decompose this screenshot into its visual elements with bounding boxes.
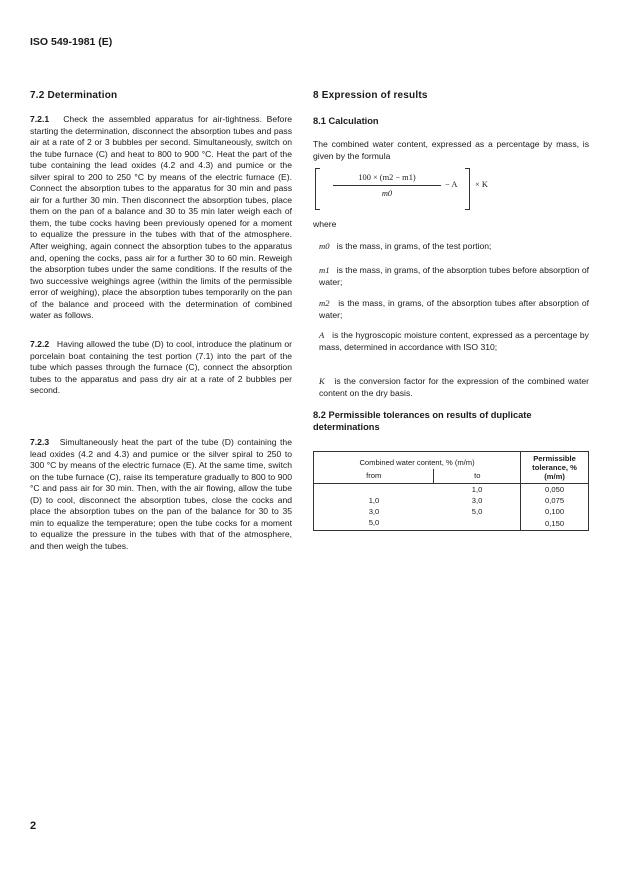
cell-tolerance: 0,100 bbox=[521, 506, 589, 517]
table-row bbox=[314, 495, 589, 506]
header-to: to bbox=[434, 469, 521, 484]
definition-text: is the conversion factor for the expression of the combined water content on the dry basis. bbox=[319, 376, 589, 398]
cell-from bbox=[314, 484, 434, 496]
definition-m0 bbox=[319, 241, 589, 253]
formula bbox=[315, 168, 535, 210]
symbol: m1 bbox=[319, 265, 330, 275]
cell-to: 5,0 bbox=[471, 507, 483, 516]
subsection-heading-8-1: 8.1 Calculation bbox=[313, 116, 379, 126]
formula-denominator: m0 bbox=[381, 189, 393, 198]
definition-text: is the mass, in grams, of the test portion; bbox=[336, 241, 492, 251]
table-row bbox=[314, 484, 589, 496]
cell-tolerance: 0,050 bbox=[521, 484, 589, 496]
formula-times-k: × K bbox=[475, 180, 488, 189]
cell-to: 3,0 bbox=[471, 496, 483, 505]
subsection-heading-8-2: 8.2 Permissible tolerances on results of duplicate determinations bbox=[313, 410, 532, 432]
cell-from: 3,0 bbox=[368, 507, 380, 516]
left-bracket bbox=[315, 168, 320, 210]
formula-minus-a: − A bbox=[445, 180, 458, 189]
header-tolerance: Permissible tolerance, % (m/m) bbox=[521, 452, 589, 484]
paragraph-7-2-3 bbox=[30, 437, 292, 552]
paragraph-text: Having allowed the tube (D) to cool, introduce the platinum or porcelain boat containing the test portion (7.1) into the part of the tube which passes through the furnace (C), connect the absorption tubes to the apparatus and pass dry air at a rate of 2 bubbles per second. bbox=[30, 339, 292, 396]
page-number: 2 bbox=[30, 820, 37, 832]
symbol: m2 bbox=[319, 298, 330, 308]
table-row bbox=[314, 517, 589, 531]
definition-m2 bbox=[319, 298, 589, 321]
cell-from: 5,0 bbox=[368, 518, 380, 527]
cell-to bbox=[434, 517, 521, 531]
symbol: A bbox=[319, 330, 325, 340]
paragraph-text: Check the assembled apparatus for air-tightness. Before starting the determination, disconnect the absorption tubes and pass air at a rate of 2 or 3 bubbles per second. Simultaneously, switch on the tube furnace (C) and heat to 800 to 900 °C. Heat the part of the tube containing the lead oxides (4.2 and 4.3) and pumice or the silver spiral to 200 to 250 °C by means of the electric furnace (E). Connect the absorption tubes to the apparatus for 30 min and pass air for a further 30 min. Then disconnect the absorption tubes, place them on the pan of a balance and 30 to 35 min later weigh each of them, the tube cocks having been previously opened for a moment to equalize the pressure in the tubes with that of the atmosphere. After weighing, again connect the absorption tubes to the apparatus and, opening the cocks, pass air for a further 30 to 60 min. Reweigh the absorption tubes under the same conditions. If the results of the two successive weighings agree (within the limits of the permissible error of weighing), place the absorption tubes temporarily on the pan of the balance and proceed with the determination of combined water as follows. bbox=[30, 114, 292, 321]
right-bracket bbox=[465, 168, 470, 210]
cell-tolerance: 0,075 bbox=[521, 495, 589, 506]
definition-text: is the mass, in grams, of the absorption tubes after absorption of water; bbox=[319, 298, 589, 320]
definition-text: is the mass, in grams, of the absorption tubes before absorption of water; bbox=[319, 265, 589, 287]
header-from: from bbox=[366, 471, 382, 481]
definition-text: is the hygroscopic moisture content, expressed as a percentage by mass, determined in accordance with ISO 310; bbox=[319, 330, 589, 352]
table-row bbox=[314, 506, 589, 517]
document-header: ISO 549-1981 (E) bbox=[30, 36, 113, 48]
table-header-row bbox=[314, 452, 589, 469]
definition-m1 bbox=[319, 265, 589, 288]
definition-a bbox=[319, 330, 589, 353]
calculation-intro: The combined water content, expressed as a percentage by mass, is given by the formula bbox=[313, 139, 589, 161]
cell-tolerance: 0,150 bbox=[521, 517, 589, 531]
paragraph-7-2-1 bbox=[30, 114, 292, 322]
fraction-bar bbox=[333, 185, 441, 186]
cell-from: 1,0 bbox=[368, 496, 380, 505]
clause-number: 7.2.2 bbox=[30, 339, 50, 349]
cell-to: 1,0 bbox=[471, 485, 483, 494]
clause-number: 7.2.1 bbox=[30, 114, 50, 124]
clause-number: 7.2.3 bbox=[30, 437, 50, 447]
header-combined-water: Combined water content, % (m/m) bbox=[359, 457, 475, 467]
where-label: where bbox=[313, 219, 337, 229]
paragraph-text: Simultaneously heat the part of the tube (D) containing the lead oxides (4.2 and 4.3) and pumice or the silver spiral to 250 to 300 °C by means of the electric furnace (E). At the same time, switch on the tube furnace (C), raise its temperature gradually to 800 to 900 °C and pass air for 30 min. Then, with the air flowing, allow the tube (D) to cool, disconnect the absorption tubes, close the cocks and place the absorption tubes on the pan of the balance for 30 to 35 min to equalize the temperature; open the tube cocks for a moment to equalize the pressure in the tubes with that of the atmosphere, and then weigh the tubes. bbox=[30, 437, 292, 551]
section-heading-7-2: 7.2 Determination bbox=[30, 90, 118, 101]
definition-k bbox=[319, 376, 589, 399]
symbol: m0 bbox=[319, 241, 330, 251]
symbol: K bbox=[319, 376, 325, 386]
formula-numerator: 100 × (m2 − m1) bbox=[358, 173, 416, 182]
paragraph-7-2-2 bbox=[30, 339, 292, 397]
tolerance-table bbox=[313, 451, 589, 531]
section-heading-8: 8 Expression of results bbox=[313, 90, 428, 101]
